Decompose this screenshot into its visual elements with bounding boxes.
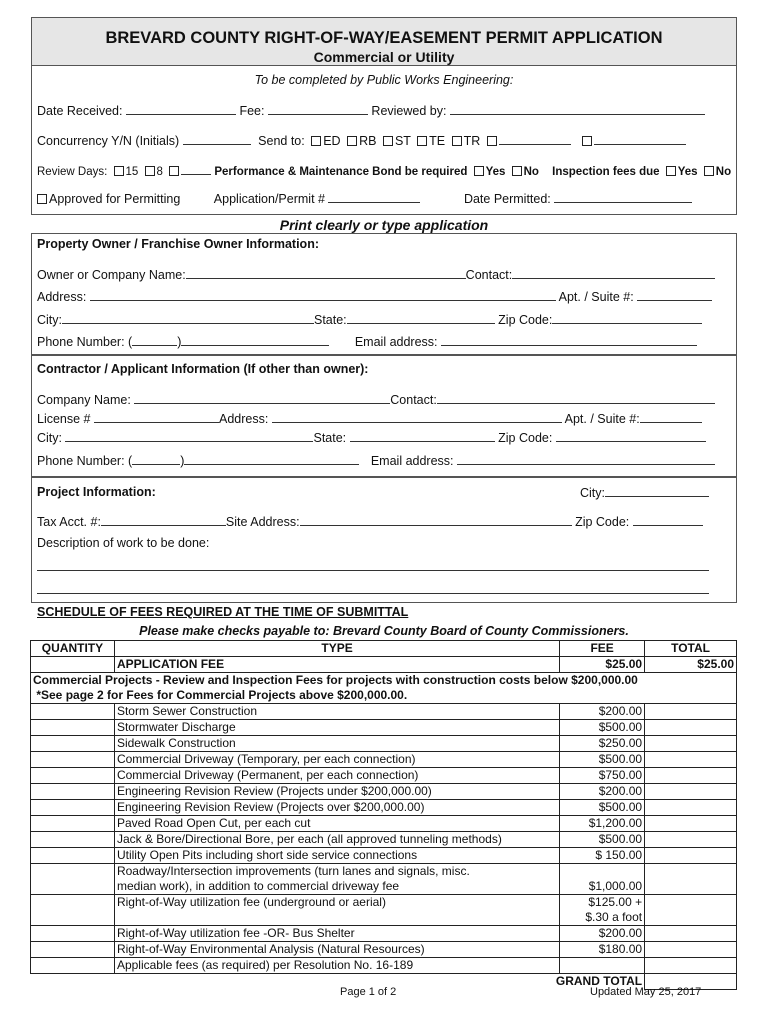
project-city-field[interactable] (605, 485, 709, 497)
reviewed-by-field[interactable] (450, 103, 705, 115)
fee-row (31, 704, 737, 720)
applicable-fee[interactable] (560, 958, 645, 974)
grand-total-label: GRAND TOTAL (114, 974, 644, 990)
contractor-email-label: Email address: (370, 454, 454, 468)
owner-phone-label: Phone Number: ( (37, 335, 133, 349)
contractor-address-label: Address: (219, 412, 269, 426)
col-fee: FEE (560, 641, 645, 657)
fee-total[interactable] (645, 704, 737, 720)
contractor-state-label: State: (313, 431, 347, 445)
te-checkbox[interactable] (417, 136, 427, 146)
bond-no-checkbox[interactable] (512, 166, 522, 176)
commercial-note-row (31, 673, 737, 704)
row-util-fee-2: $.30 a foot (585, 910, 643, 924)
office-row-4 (37, 191, 692, 206)
concurrency-label: Concurrency Y/N (Initials) (37, 134, 180, 148)
fee-row (31, 784, 737, 800)
owner-row-4 (37, 334, 697, 349)
roadway-row (31, 864, 737, 895)
fee-qty[interactable] (31, 832, 115, 848)
contractor-license-label: License # (37, 412, 91, 426)
fee-qty[interactable] (31, 752, 115, 768)
contractor-zip-label: Zip Code: (498, 431, 553, 445)
other-checkbox-2[interactable] (582, 136, 592, 146)
fee-type: Commercial Driveway (Permanent, per each connection) (114, 768, 559, 784)
fee-qty[interactable] (31, 958, 115, 974)
fee-total[interactable] (645, 768, 737, 784)
form-title: BREVARD COUNTY RIGHT-OF-WAY/EASEMENT PERMIT APPLICATION (105, 29, 663, 47)
days-other-checkbox[interactable] (169, 166, 179, 176)
fee-total[interactable] (645, 942, 737, 958)
fee-total[interactable] (645, 832, 737, 848)
owner-phone-field[interactable] (181, 334, 329, 346)
fee-qty[interactable] (31, 848, 115, 864)
commercial-note-2: *See page 2 for Fees for Commercial Projects above $200,000.00. (33, 688, 408, 702)
fee-row (31, 848, 737, 864)
commercial-note-cell (31, 673, 737, 704)
project-zip-label: Zip Code: (575, 515, 630, 529)
owner-contact-label: Contact: (465, 268, 513, 282)
owner-row-3 (37, 312, 702, 327)
owner-row-2 (37, 289, 712, 304)
bus-shelter-label: Right-of-Way utilization fee -OR- Bus Shelter (114, 926, 559, 942)
app-fee-fee: $25.00 (560, 657, 645, 673)
date-permitted-field[interactable] (554, 191, 692, 203)
fee-type: Jack & Bore/Directional Bore, per each (all approved tunneling methods) (114, 832, 559, 848)
col-total: TOTAL (645, 641, 737, 657)
rb-label: RB (359, 134, 377, 148)
description-line-2[interactable] (37, 593, 709, 594)
bond-no-label: No (523, 166, 539, 178)
office-note: To be completed by Public Works Engineering: (254, 73, 514, 87)
fee-amount: $500.00 (560, 800, 645, 816)
owner-name-field[interactable] (186, 267, 466, 279)
contractor-row-2 (37, 411, 702, 426)
contractor-row-3 (37, 430, 706, 445)
ed-label: ED (323, 134, 341, 148)
contractor-city-field[interactable] (65, 430, 313, 442)
app-fee-label: APPLICATION FEE (114, 657, 559, 673)
fee-total[interactable] (645, 752, 737, 768)
other-checkbox-1[interactable] (487, 136, 497, 146)
fee-amount: $1,200.00 (560, 816, 645, 832)
bus-shelter-row (31, 926, 737, 942)
contractor-apt-field[interactable] (640, 411, 702, 423)
app-fee-qty[interactable] (31, 657, 115, 673)
owner-state-label: State: (314, 313, 347, 327)
fee-qty[interactable] (31, 816, 115, 832)
st-checkbox[interactable] (383, 136, 393, 146)
date-permitted-label: Date Permitted: (463, 192, 551, 206)
send-to-label: Send to: (258, 134, 305, 148)
fee-row (31, 800, 737, 816)
rb-checkbox[interactable] (347, 136, 357, 146)
fee-amount: $200.00 (560, 704, 645, 720)
bond-yes-label: Yes (485, 166, 506, 178)
fee-qty[interactable] (31, 926, 115, 942)
fee-type: Storm Sewer Construction (114, 704, 559, 720)
bond-yes-checkbox[interactable] (474, 166, 484, 176)
project-city-row (580, 485, 709, 500)
owner-zip-label: Zip Code: (498, 313, 553, 327)
project-tax-label: Tax Acct. #: (37, 515, 101, 529)
applicable-label: Applicable fees (as required) per Resolution No. 16-189 (114, 958, 559, 974)
fee-amount: $200.00 (560, 784, 645, 800)
owner-email-label: Email address: (354, 335, 438, 349)
project-site-label: Site Address: (225, 515, 300, 529)
insp-no-label: No (715, 166, 732, 178)
fee-type: Stormwater Discharge (114, 720, 559, 736)
fee-qty[interactable] (31, 768, 115, 784)
print-note: Print clearly or type application (279, 217, 489, 233)
owner-name-label: Owner or Company Name: (37, 268, 186, 282)
fee-qty[interactable] (31, 720, 115, 736)
tr-checkbox[interactable] (452, 136, 462, 146)
contractor-city-label: City: (37, 431, 62, 445)
ed-checkbox[interactable] (311, 136, 321, 146)
contractor-contact-field[interactable] (437, 392, 715, 404)
schedule-heading: SCHEDULE OF FEES REQUIRED AT THE TIME OF SUBMITTAL (37, 605, 409, 619)
page-number: Page 1 of 2 (340, 986, 397, 998)
row-util-label: Right-of-Way utilization fee (underground or aerial) (114, 895, 559, 926)
contractor-email-field[interactable] (457, 453, 715, 465)
owner-phone-area[interactable] (132, 334, 177, 346)
project-city-label: City: (580, 486, 605, 500)
fee-type: Engineering Revision Review (Projects under $200,000.00) (114, 784, 559, 800)
roadway-line-2: median work), in addition to commercial driveway fee (116, 879, 400, 893)
fee-header-row (31, 641, 737, 657)
contractor-phone-label: Phone Number: ( (37, 454, 133, 468)
contractor-state-field[interactable] (350, 430, 495, 442)
contractor-heading: Contractor / Applicant Information (If other than owner): (37, 362, 369, 376)
st-label: ST (394, 134, 411, 148)
concurrency-field[interactable] (183, 133, 251, 145)
row-util-fee (560, 895, 645, 926)
fee-row (31, 736, 737, 752)
reviewed-by-label: Reviewed by: (371, 104, 447, 118)
row-util-row (31, 895, 737, 926)
owner-zip-field[interactable] (552, 312, 702, 324)
office-row-3 (37, 163, 731, 178)
contractor-zip-field[interactable] (556, 430, 706, 442)
contractor-license-field[interactable] (94, 411, 219, 423)
bus-shelter-fee: $200.00 (560, 926, 645, 942)
fee-amount: $ 150.00 (560, 848, 645, 864)
contractor-contact-label: Contact: (390, 393, 437, 407)
owner-row-1 (37, 267, 715, 282)
fee-total[interactable] (645, 958, 737, 974)
fee-row (31, 752, 737, 768)
col-type: TYPE (114, 641, 559, 657)
contractor-company-field[interactable] (134, 392, 390, 404)
owner-address-label: Address: (37, 290, 87, 304)
roadway-fee: $1,000.00 (560, 864, 645, 895)
project-heading: Project Information: (37, 485, 156, 499)
contractor-row-4 (37, 453, 715, 468)
fee-type: Utility Open Pits including short side service connections (114, 848, 559, 864)
contractor-apt-label: Apt. / Suite #: (564, 412, 640, 426)
other-field-2[interactable] (594, 133, 686, 145)
owner-email-field[interactable] (441, 334, 697, 346)
fee-total[interactable] (645, 784, 737, 800)
fee-type: Commercial Driveway (Temporary, per each connection) (114, 752, 559, 768)
days-15-label: 15 (125, 166, 139, 178)
review-days-label: Review Days: (37, 166, 108, 178)
env-fee: $180.00 (560, 942, 645, 958)
owner-contact-field[interactable] (512, 267, 715, 279)
fee-qty[interactable] (31, 800, 115, 816)
owner-state-field[interactable] (347, 312, 495, 324)
insp-no-checkbox[interactable] (704, 166, 714, 176)
row-util-fee-1: $125.00 + (588, 895, 643, 909)
te-label: TE (429, 134, 446, 148)
fee-total[interactable] (645, 848, 737, 864)
fee-total[interactable] (645, 800, 737, 816)
inspection-label: Inspection fees due (552, 166, 660, 178)
commercial-note-1: Commercial Projects - Review and Inspection Fees for projects with construction costs below $200,000.00 (33, 673, 638, 687)
fee-row (31, 816, 737, 832)
other-field-1[interactable] (499, 133, 571, 145)
col-quantity: QUANTITY (31, 641, 115, 657)
contractor-row-1 (37, 392, 715, 407)
fee-qty[interactable] (31, 784, 115, 800)
owner-apt-label: Apt. / Suite #: (558, 290, 634, 304)
app-permit-field[interactable] (328, 191, 420, 203)
date-received-field[interactable] (126, 103, 236, 115)
fee-total[interactable] (645, 816, 737, 832)
fee-total[interactable] (645, 895, 737, 926)
fee-qty[interactable] (31, 864, 115, 895)
owner-heading: Property Owner / Franchise Owner Information: (37, 237, 319, 251)
fee-total[interactable] (645, 864, 737, 895)
contractor-phone-field[interactable] (184, 453, 359, 465)
tr-label: TR (463, 134, 481, 148)
fee-type: Sidewalk Construction (114, 736, 559, 752)
owner-address-field[interactable] (90, 289, 556, 301)
fee-row (31, 832, 737, 848)
fee-total[interactable] (645, 720, 737, 736)
fee-amount: $750.00 (560, 768, 645, 784)
fee-qty[interactable] (31, 704, 115, 720)
description-line-1[interactable] (37, 570, 709, 571)
roadway-cell (114, 864, 559, 895)
days-8-label: 8 (156, 166, 163, 178)
env-row (31, 942, 737, 958)
owner-apt-field[interactable] (637, 289, 712, 301)
approved-checkbox[interactable] (37, 194, 47, 204)
fee-qty[interactable] (31, 942, 115, 958)
fee-qty[interactable] (31, 895, 115, 926)
insp-yes-checkbox[interactable] (666, 166, 676, 176)
fee-row (31, 720, 737, 736)
env-label: Right-of-Way Environmental Analysis (Natural Resources) (114, 942, 559, 958)
project-row-2 (37, 514, 703, 529)
fee-type: Paved Road Open Cut, per each cut (114, 816, 559, 832)
project-zip-field[interactable] (633, 514, 703, 526)
fee-amount: $500.00 (560, 752, 645, 768)
fee-label: Fee: (239, 104, 265, 118)
fee-total[interactable] (645, 926, 737, 942)
app-fee-row (31, 657, 737, 673)
office-row-1 (37, 103, 705, 118)
contractor-phone-paren: ) (180, 454, 185, 468)
applicable-row (31, 958, 737, 974)
owner-city-label: City: (37, 313, 62, 327)
fee-amount: $500.00 (560, 832, 645, 848)
owner-phone-paren: ) (177, 335, 182, 349)
roadway-line-1: Roadway/Intersection improvements (turn lanes and signals, misc. (116, 864, 470, 878)
project-site-field[interactable] (300, 514, 572, 526)
app-permit-label: Application/Permit # (213, 192, 325, 206)
days-15-checkbox[interactable] (114, 166, 124, 176)
form-subtitle: Commercial or Utility (313, 49, 455, 65)
date-received-label: Date Received: (37, 104, 123, 118)
office-row-2 (37, 133, 686, 148)
fee-row (31, 768, 737, 784)
contractor-company-label: Company Name: (37, 393, 131, 407)
project-tax-field[interactable] (101, 514, 226, 526)
owner-city-field[interactable] (62, 312, 314, 324)
contractor-address-field[interactable] (272, 411, 562, 423)
approved-label: Approved for Permitting (49, 192, 181, 206)
fee-field[interactable] (268, 103, 368, 115)
bond-label: Performance & Maintenance Bond be required (214, 166, 468, 178)
app-fee-total: $25.00 (645, 657, 737, 673)
fee-amount: $250.00 (560, 736, 645, 752)
contractor-phone-area[interactable] (132, 453, 180, 465)
days-other-field[interactable] (181, 163, 211, 175)
fee-total[interactable] (645, 736, 737, 752)
checks-note: Please make checks payable to: Brevard County Board of County Commissioners. (139, 624, 629, 638)
days-8-checkbox[interactable] (145, 166, 155, 176)
grand-total-spacer (31, 974, 115, 990)
project-description-label: Description of work to be done: (37, 536, 210, 550)
insp-yes-label: Yes (677, 166, 698, 178)
fee-amount: $500.00 (560, 720, 645, 736)
fee-type: Engineering Revision Review (Projects over $200,000.00) (114, 800, 559, 816)
updated-date: Updated May 25, 2017 (590, 986, 702, 998)
fee-table (30, 640, 737, 990)
fee-qty[interactable] (31, 736, 115, 752)
